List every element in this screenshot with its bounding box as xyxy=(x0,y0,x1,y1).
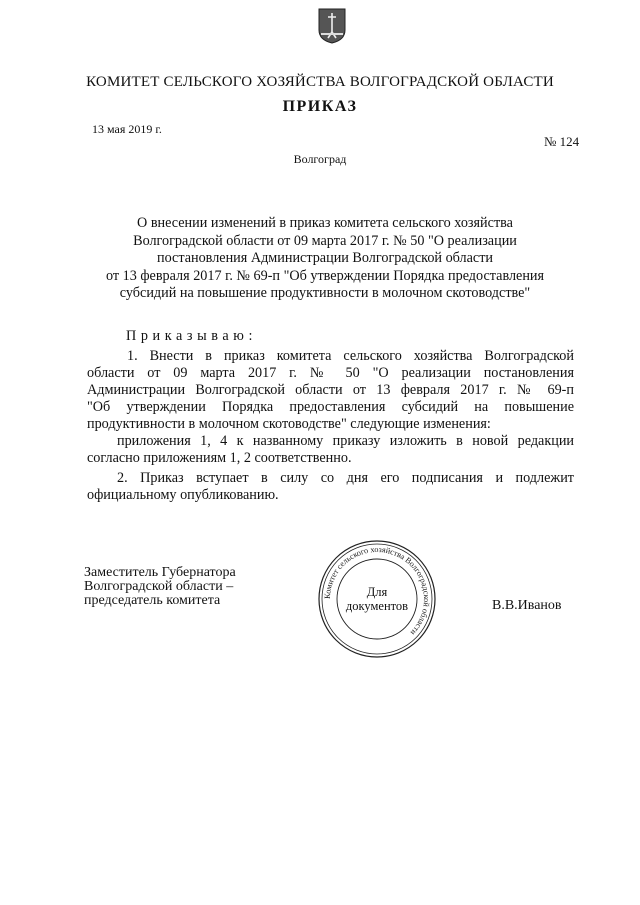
body-line: согласно приложениям 1, 2 соответственно. xyxy=(87,450,352,466)
committee-name: КОМИТЕТ СЕЛЬСКОГО ХОЗЯЙСТВА ВОЛГОГРАДСКОЙ ОБЛАСТИ xyxy=(86,74,554,90)
subject-line: О внесении изменений в приказ комитета сельского хозяйства xyxy=(137,215,513,231)
subject-line: от 13 февраля 2017 г. № 69-п "Об утверждении Порядка предоставления xyxy=(105,267,545,284)
order-word: Приказываю: xyxy=(126,328,257,344)
body-line: официальному опубликованию. xyxy=(87,487,279,503)
signatory-position-line: Волгоградской области – xyxy=(84,579,234,594)
subject-line: Волгоградской области от 09 марта 2017 г. № 50 "О реализации xyxy=(133,232,517,249)
document-type-title: ПРИКАЗ xyxy=(282,98,358,115)
document-number: № 124 xyxy=(544,134,580,149)
subject-line: постановления Администрации Волгоградской области xyxy=(156,250,493,267)
stamp-center-line: документов xyxy=(345,599,409,613)
coat-of-arms-emblem xyxy=(318,8,346,44)
document-date: 13 мая 2019 г. xyxy=(92,122,162,136)
body-line: приложения 1, 4 к названному приказу изложить в новой редакции xyxy=(117,433,574,449)
official-stamp xyxy=(316,538,438,660)
signatory-position-line: председатель комитета xyxy=(84,593,221,608)
body-line: 2. Приказ вступает в силу со дня его подписания и подлежит xyxy=(117,470,574,486)
stamp-ring-text: Комитет сельского хозяйства Волгоградской области xyxy=(322,544,432,638)
subject-line: субсидий на повышение продуктивности в молочном скотоводстве" xyxy=(119,285,531,302)
body-line: Администрации Волгоградской области от 13 февраля 2017 г. № 69-п xyxy=(87,382,574,398)
document-subject xyxy=(90,215,560,303)
signatory-position xyxy=(84,566,236,608)
body-line: продуктивности в молочном скотоводстве" следующие изменения: xyxy=(87,416,491,432)
body-line: "Об утверждении Порядка предоставления субсидий на повышение xyxy=(87,399,574,415)
body-line: 1. Внести в приказ комитета сельского хозяйства Волгоградской xyxy=(127,348,574,364)
stamp-center-line: Для xyxy=(366,585,388,599)
signatory-name: В.В.Иванов xyxy=(492,598,562,613)
document-city: Волгоград xyxy=(293,152,347,166)
signatory-position-line: Заместитель Губернатора xyxy=(84,565,236,580)
body-line: области от 09 марта 2017 г. № 50 "О реализации постановления xyxy=(87,365,574,381)
